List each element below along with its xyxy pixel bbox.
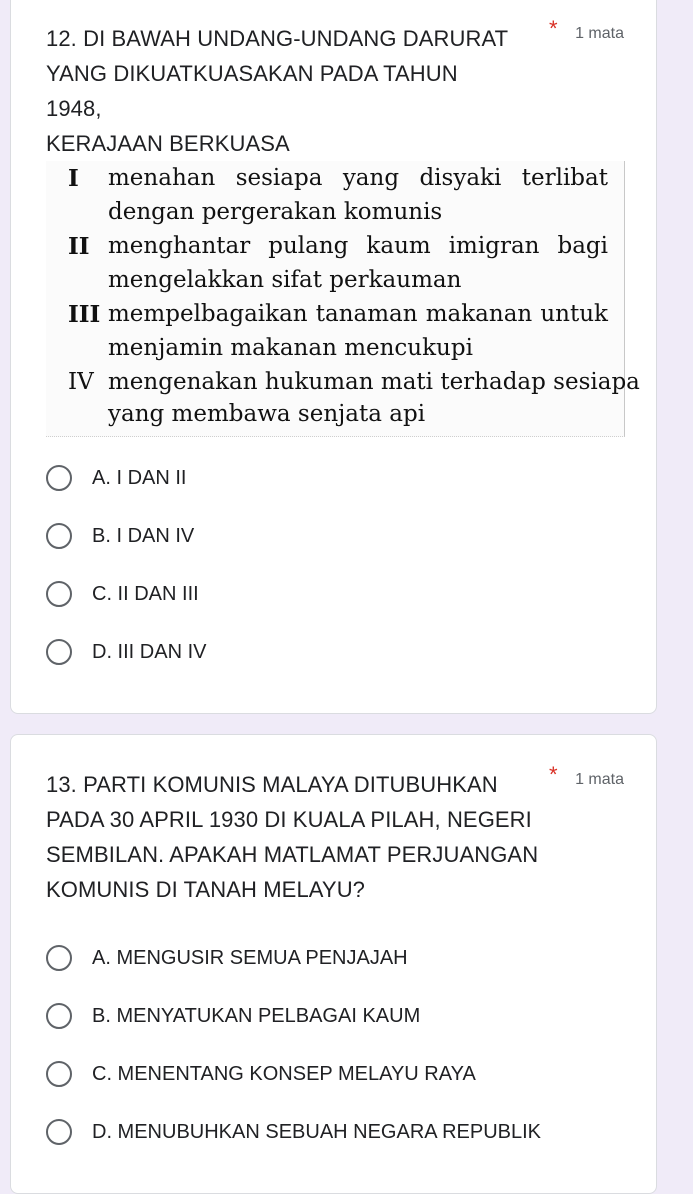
option-label: A. MENGUSIR SEMUA PENJAJAH xyxy=(92,947,408,969)
radio-button[interactable] xyxy=(46,1061,72,1087)
question-title: 13. PARTI KOMUNIS MALAYA DITUBUHKAN PADA 30 APRIL 1930 DI KUALA PILAH, NEGERI SEMBILAN. APAKAH MATLAMAT PERJUANGAN KOMUNIS DI TANAH MELAYU? xyxy=(46,772,539,902)
radio-button[interactable] xyxy=(46,1119,72,1145)
question-points: 1 mata xyxy=(575,771,624,788)
image-item-number: II xyxy=(68,233,90,260)
question-header xyxy=(46,16,624,161)
image-item-number: III xyxy=(68,301,101,328)
image-item-text: dengan pergerakan komunis xyxy=(108,199,443,225)
image-item-text: yang membawa senjata api xyxy=(108,401,426,427)
option-label: C. II DAN III xyxy=(92,583,199,605)
option-label: D. MENUBUHKAN SEBUAH NEGARA REPUBLIK xyxy=(92,1121,541,1143)
option-label: C. MENENTANG KONSEP MELAYU RAYA xyxy=(92,1063,476,1085)
option-label: D. III DAN IV xyxy=(92,641,207,663)
image-item-number: IV xyxy=(68,369,94,395)
image-item-text: menjamin makanan mencukupi xyxy=(108,335,473,361)
radio-button[interactable] xyxy=(46,1003,72,1029)
radio-button[interactable] xyxy=(46,581,72,607)
required-asterisk: * xyxy=(549,16,558,41)
image-item-text: menghantar pulang kaum imigran bagi xyxy=(108,233,608,259)
question-card-12 xyxy=(10,0,657,714)
question-header xyxy=(46,762,624,907)
option-label: A. I DAN II xyxy=(92,467,187,489)
question-image xyxy=(46,161,640,437)
radio-button[interactable] xyxy=(46,639,72,665)
radio-button[interactable] xyxy=(46,945,72,971)
option-label: B. I DAN IV xyxy=(92,525,195,547)
radio-button[interactable] xyxy=(46,465,72,491)
radio-button[interactable] xyxy=(46,523,72,549)
image-item-text: mengelakkan sifat perkauman xyxy=(108,267,462,293)
image-item-text: mempelbagaikan tanaman makanan untuk xyxy=(108,301,608,327)
image-item-number: I xyxy=(68,165,79,192)
required-asterisk: * xyxy=(549,762,558,787)
question-points: 1 mata xyxy=(575,25,624,42)
image-item-text: menahan sesiapa yang disyaki terlibat xyxy=(108,165,608,191)
question-card-13 xyxy=(10,734,657,1194)
image-item-text: mengenakan hukuman mati terhadap sesiapa xyxy=(108,369,640,395)
question-title: 12. DI BAWAH UNDANG-UNDANG DARURAT YANG DIKUATKUASAKAN PADA TAHUN 1948, KERAJAAN BERKUASA xyxy=(46,26,509,156)
option-label: B. MENYATUKAN PELBAGAI KAUM xyxy=(92,1005,421,1027)
